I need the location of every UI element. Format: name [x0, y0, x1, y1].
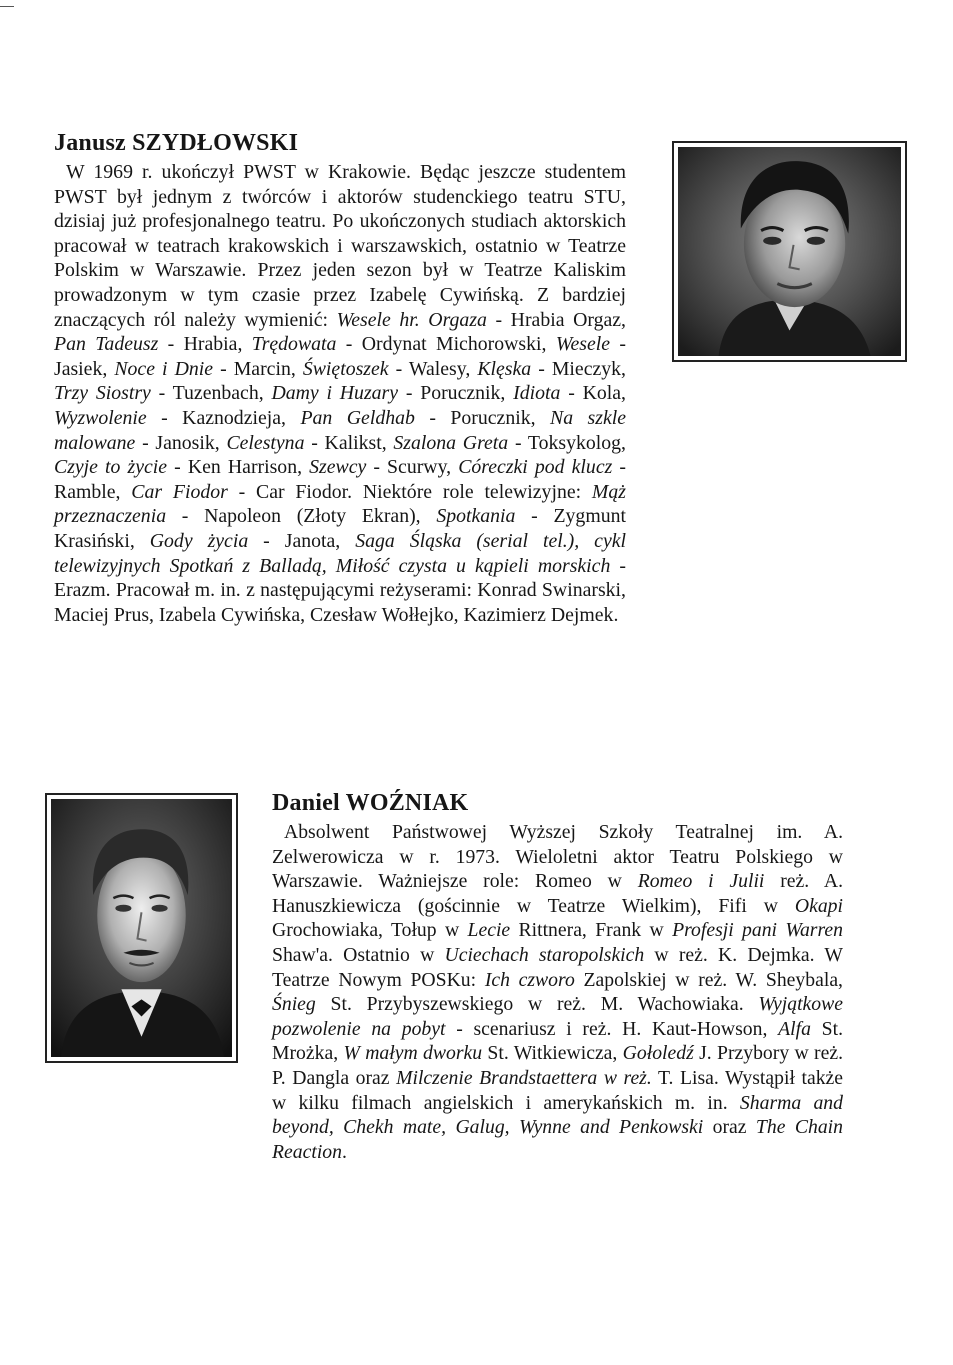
bio-text-run: - Kaznodzieja, [146, 406, 301, 429]
role-title: Milczenie Brandstaettera w reż. [396, 1066, 652, 1089]
bio-text-run: - Porucznik, [398, 382, 514, 405]
bio-text-run: Grochowiaka, Tołup w [272, 919, 468, 942]
bio-text-run: W 1969 r. ukończył PWST w Krakowie. Będąc jeszcze studentem PWST był jednym z twórców i aktorów studenckiego teatru STU, dzisiaj już profesjonalnego teatru. Po ukończonych studiach aktorskich pracował w teatrach krakowskich i warszawskich, ostatnio w Teatrze Polskim w Warszawie. Przez jeden sezon był w Teatrze Kaliskim prowadzonym w tym czasie przez Izabelę Cywińską. Z bardziej znaczących ról należy wymienić: [54, 161, 626, 331]
role-title: Klęska [477, 357, 532, 380]
role-title: Wyjątkowe pozwolenie na pobyt [272, 993, 843, 1040]
role-title: Car Fiodor [131, 480, 228, 503]
role-title: Świętoszek [302, 357, 389, 380]
role-title: Damy i Huzary [271, 382, 399, 405]
portrait-man-dark-hair [678, 147, 901, 356]
bio-text-run: - Ken Harrison, [167, 456, 310, 479]
bio-text-run: - Hrabia Orgaz, [486, 308, 627, 331]
role-title: Profesji pani Warren [672, 919, 843, 942]
bio-text-run: oraz [703, 1116, 756, 1139]
role-title: Trzy Siostry [54, 382, 151, 405]
bio-text-run: Absolwent Państwowej Wyższej Szkoły Teatralnej im. A. Zelwerowicza w r. 1973. Wieloletni aktor Teatru Polskiego w Warszawie. Ważniejsze role: Romeo w [272, 821, 843, 893]
bio-text-run: - Napoleon (Złoty Ekran), [166, 505, 437, 528]
bio-text-run: w reż. K. Dejmka. W Teatrze Nowym POSKu: [272, 943, 844, 991]
role-title: Wyzwolenie [54, 406, 147, 429]
bio-text-run: Zapolskiej w reż. W. Sheybala, [574, 968, 843, 991]
bio-text-run: - Ordynat Michorowski, [336, 333, 556, 356]
bio-text-run: Shaw'a. Ostatnio w [272, 943, 445, 966]
role-title: Wesele hr. Orgaza [336, 308, 487, 331]
bio-text-run: - Hrabia, [158, 333, 252, 356]
bio-section-szydlowski [54, 128, 626, 627]
bio-text-run: St. Mrożka, [272, 1017, 843, 1065]
bio-text-run: - Scurwy, [366, 456, 459, 479]
role-title: Romeo i Julii [637, 870, 765, 893]
bio-text-run: - Ramble, [54, 456, 626, 503]
bio-text-run: - Walesy, [388, 357, 478, 380]
scan-corner-mark [0, 6, 14, 7]
role-title: Lecie [467, 919, 511, 942]
portrait-photo-szydlowski [672, 141, 907, 362]
bio-section-wozniak [272, 788, 843, 1164]
role-title: Córeczki pod klucz [458, 456, 613, 479]
role-title: Szewcy [309, 456, 367, 479]
portrait-man-moustache [51, 799, 232, 1057]
bio-text [272, 820, 843, 1164]
bio-text-run: - Porucznik, [414, 406, 551, 429]
bio-text-run: - Kalikst, [304, 431, 394, 454]
bio-text-run: - Jasiek, [54, 333, 626, 380]
role-title: Na szkle malowane [54, 406, 627, 454]
portrait-image [51, 799, 232, 1057]
bio-text-run: - Erazm. Pracował m. in. z następującymi reżyserami: Konrad Swinarski, Maciej Prus, Izabela Cywińska, Czesław Wołłejko, Kazimierz Dejmek. [54, 554, 626, 626]
bio-text-run: St. Witkiewicza, [482, 1042, 623, 1065]
bio-text-run: - scenariusz i reż. H. Kaut-Howson, [445, 1017, 779, 1040]
role-title: W małym dworku [343, 1042, 483, 1065]
role-title: Pan Tadeusz [54, 333, 159, 356]
portrait-photo-wozniak [45, 793, 238, 1063]
bio-text-run: - Toksykolog, [508, 431, 626, 454]
role-title: Gołoledź [622, 1042, 694, 1065]
bio-text-run: - Car Fiodor. Niektóre role telewizyjne: [227, 480, 592, 503]
role-title: Saga Śląska (serial tel.), cykl telewizyjnych Spotkań z Balladą, Miłość czysta u kąpieli morskich [54, 529, 627, 577]
bio-text-run: - Janosik, [135, 431, 227, 454]
role-title: Celestyna [226, 431, 305, 454]
bio-text-run: - Tuzenbach, [150, 382, 272, 405]
role-title: The Chain Reaction [272, 1116, 843, 1163]
role-title: Idiota [513, 382, 561, 405]
role-title: Uciechach staropolskich [444, 943, 645, 966]
portrait-image [678, 147, 901, 356]
bio-text [54, 160, 626, 627]
bio-name-heading: Daniel WOŹNIAK [272, 790, 469, 816]
role-title: Śnieg [272, 993, 316, 1016]
role-title: Wesele [555, 333, 611, 356]
role-title: Alfa [778, 1017, 811, 1040]
role-title: Okapi [794, 894, 843, 917]
bio-text-run: - Janota, [248, 529, 356, 552]
bio-text-run: - Marcin, [213, 357, 303, 380]
role-title: Pan Geldhab [300, 406, 415, 429]
bio-text-run: reż. A. Hanuszkiewicza (gościnnie w Teatrze Wielkim), Fifi w [272, 870, 843, 917]
role-title: Noce i Dnie [114, 357, 214, 380]
bio-text-run: . [341, 1140, 347, 1163]
bio-text-run: Rittnera, Frank w [510, 919, 673, 942]
bio-text-run: - Kola, [560, 382, 626, 405]
bio-text-run: - Mieczyk, [531, 357, 626, 380]
bio-name-heading: Janusz SZYDŁOWSKI [54, 130, 299, 156]
bio-text-run: T. Lisa. Wystąpił także w kilku filmach angielskich i amerykańskich m. in. [272, 1066, 844, 1114]
role-title: Trędowata [251, 333, 337, 356]
role-title: Ich czworo [484, 968, 575, 991]
role-title: Gody życia [149, 529, 249, 552]
bio-text-run: - Zygmunt Krasiński, [54, 505, 626, 552]
role-title: Szalona Greta [393, 431, 509, 454]
role-title: Czyje to życie [54, 456, 168, 479]
bio-text-run: J. Przybory w reż. P. Dangla oraz [272, 1042, 843, 1089]
role-title: Sharma and beyond, Chekh mate, Galug, Wynne and Penkowski [272, 1091, 843, 1139]
role-title: Spotkania [436, 505, 516, 528]
bio-text-run: St. Przybyszewskiego w reż. M. Wachowiaka. [315, 993, 759, 1016]
role-title: Mąż przeznaczenia [54, 480, 626, 528]
